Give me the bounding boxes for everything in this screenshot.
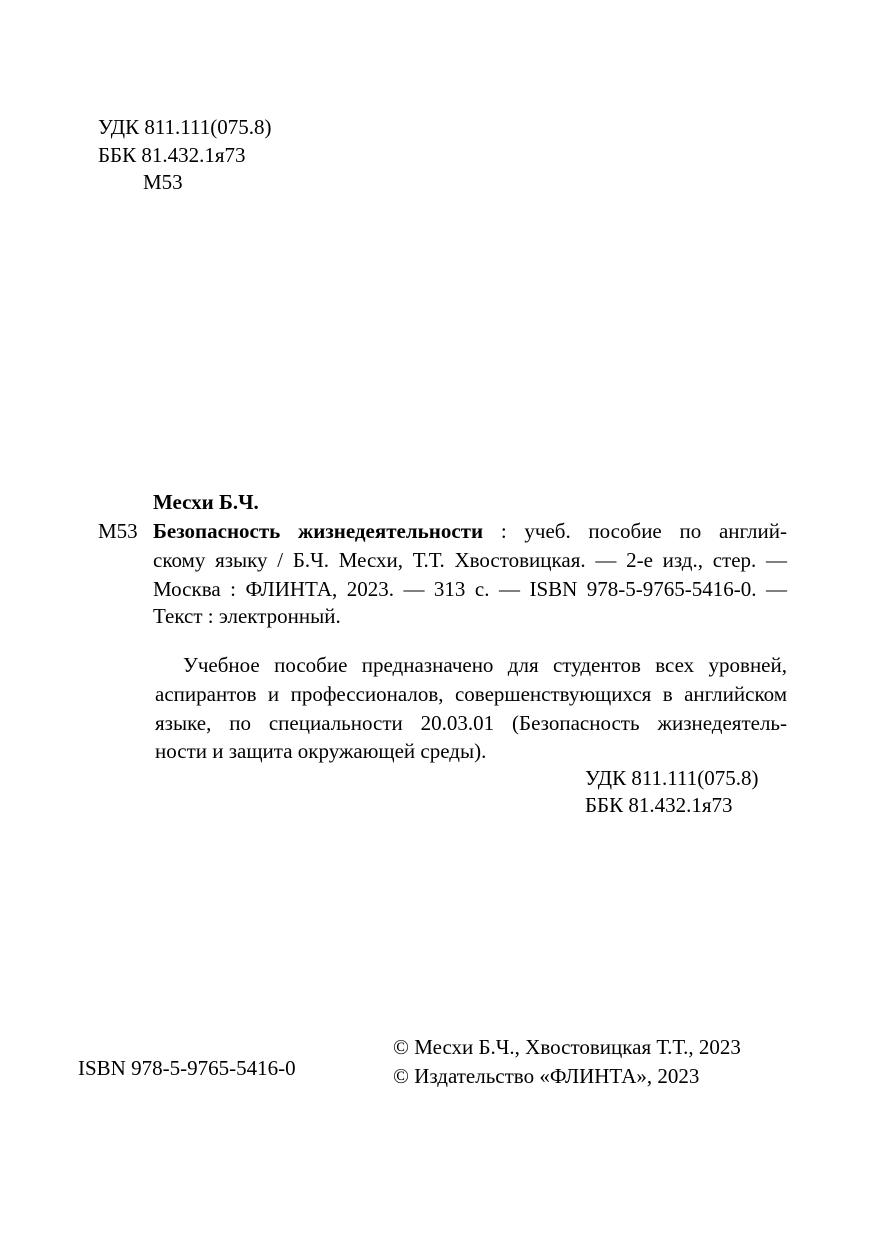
footer-bbk-code: ББК 81.432.1я73 <box>585 793 733 817</box>
udk-code: УДК 811.111(075.8) <box>98 115 272 139</box>
copyright-authors: © Месхи Б.Ч., Хвостовицкая Т.Т., 2023 <box>393 1035 741 1059</box>
record-title-rest: : учеб. пособие по англий- <box>483 519 787 543</box>
annotation-line: языке, по специальности 20.03.01 (Безопасность жизнедеятель- <box>155 711 787 735</box>
copyright-publisher: © Издательство «ФЛИНТА», 2023 <box>393 1064 700 1088</box>
annotation-line: аспирантов и профессионалов, совершенствующихся в английском <box>155 682 787 706</box>
author-sign: М53 <box>143 170 183 194</box>
record-line-3: Москва : ФЛИНТА, 2023. — 313 с. — ISBN 978-5-9765-5416-0. — <box>153 577 787 601</box>
isbn: ISBN 978-5-9765-5416-0 <box>78 1056 296 1080</box>
footer-udk-code: УДК 811.111(075.8) <box>585 766 759 790</box>
bbk-code: ББК 81.432.1я73 <box>98 143 246 167</box>
annotation-line: Учебное пособие предназначено для студентов всех уровней, <box>183 653 787 677</box>
record-author: Месхи Б.Ч. <box>153 490 259 514</box>
record-author-sign: М53 <box>98 519 138 543</box>
record-line-4: Текст : электронный. <box>153 604 341 628</box>
record-title: Безопасность жизнедеятельности <box>153 519 484 543</box>
record-line-title <box>153 517 787 546</box>
record-line-2: скому языку / Б.Ч. Месхи, Т.Т. Хвостовицкая. — 2-е изд., стер. — <box>153 548 787 572</box>
annotation-line: ности и защита окружающей среды). <box>155 739 487 763</box>
